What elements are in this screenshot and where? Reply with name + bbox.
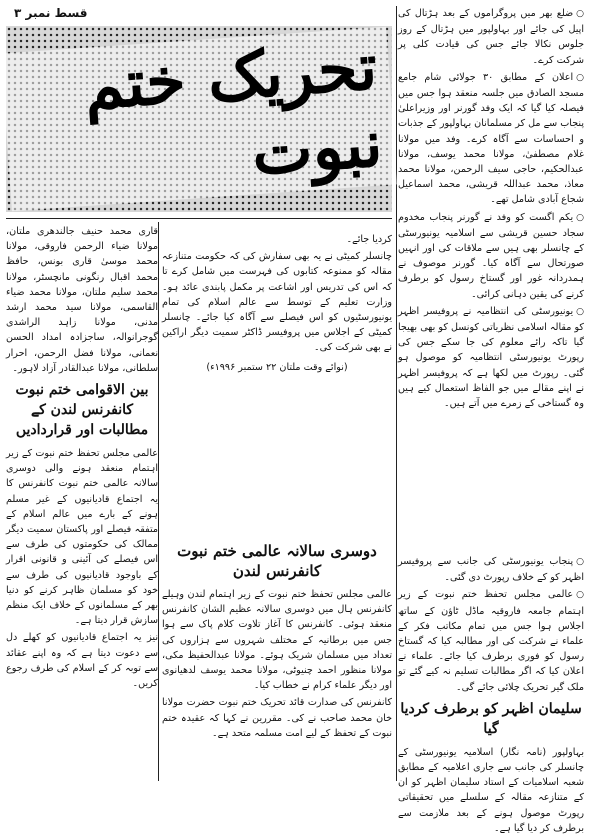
middle-paragraph: کانفرنس کی صدارت قائد تحریک ختم نبوت حضرت مولانا خان محمد صاحب نے کی۔ مقررین نے کہا کہ عقیدہ ختم نبوت کے تحفظ کے لیے امت مسلمہ متحد ہے۔ [162, 697, 392, 739]
masthead-rule [6, 218, 392, 219]
masthead-title: تحریک ختم نبوت [1, 27, 397, 211]
right-column-lower [398, 554, 584, 838]
middle-paragraph: چانسلر کمیٹی نے یہ بھی سفارش کی کہ حکومت متنازعہ مقالہ کو ممنوعہ کتابوں کی فہرست میں شامل کرے تا کہ اس کی تدریس اور اشاعت پر مکمل پابندی عائد ہو۔ وزارت تعلیم کے توسط سے عالم اسلام کی تمام یونیورسٹیوں کو اس فیصلے سے آگاہ کیا جائے۔ چانسلر کمیٹی کے اجلاس میں پروفیسر ڈاکٹر سمیت دیگر اراکین نے بھی شرکت کی۔ [162, 251, 392, 354]
right-column [398, 6, 584, 413]
dismissal-report: بہاولپور (نامہ نگار) اسلامیہ یونیورسٹی کے چانسلر کی جانب سے جاری اعلامیہ کے مطابق شعبہ اسلامیات کے استاد سلیمان اظہر کو ان کے متنازعہ مقالہ کے سلسلے میں تحقیقاتی رپورٹ موصول ہونے کے بعد ملازمت سے برطرف کر دیا گیا ہے۔ [398, 746, 584, 834]
right-paragraph: ○پنجاب یونیورسٹی کی جانب سے پروفیسر اظہر کو کے خلاف رپورٹ دی گئی۔ [398, 556, 584, 584]
attendees-list: قاری محمد حنیف جالندھری ملتان، مولانا ضیاء الرحمن فاروقی، مولانا محمد موسیٰ قاری بونس، حافظ محمد اقبال رنگونی مانچسٹر، مولانا محمد سلیم ملتان، مولانا محمد ضیاء القاسمی، مولانا سید محمد ارشد مدنی، مولانا زاہد الراشدی گوجرانوالہ، ساجزادہ امداد الحسن نعمانی، مولانا فضل الرحمن، احرار سلطانی، مولانا عبدالقادر آزاد لاہور۔ [6, 226, 158, 374]
middle-paragraph: کردیا جائے۔ [346, 234, 392, 245]
right-paragraph: ○اعلان کے مطابق ۳۰ جولائی شام جامع مسجد الصادق میں جلسہ منعقد ہوا جس میں فیصلہ کیا گیا کہ ایک وفد گورنر اور وزیراعلیٰ پنجاب سے مل کر مسلمانان بہاولپور کے جذبات و احساسات سے آگاہ کرے۔ وفد میں مولانا غلام مصطفیٰ، مولانا محمد یوسف، مولانا عبدالحکیم، حاجی سیف الرحمن، مولانا محمد معاذ، محمد عبداللہ قریشی، محمد اسماعیل شجاع آبادی شامل تھے۔ [397, 71, 584, 206]
bullet-icon: ○ [576, 306, 584, 317]
right-paragraph: ○ضلع بھر میں پروگراموں کے بعد ہڑتال کی اپیل کی جائے اور بہاولپور میں ہڑتال کے روز جلوس نکالا جائے جس کی قیادت کلی پر شرکت کرے۔ [398, 8, 584, 66]
column-rule-left [158, 222, 159, 781]
middle-column-top [162, 232, 392, 375]
section-heading-london-conference: دوسری سالانہ عالمی ختم نبوت کانفرنس لندن [177, 542, 377, 580]
episode-number: قسط نمبر ۳ [14, 6, 88, 20]
column-rule-right [396, 6, 397, 781]
masthead-banner [6, 26, 392, 212]
left-paragraph: نیز یہ اجتماع قادیانیوں کو کھلے دل سے دعوت دیتا ہے کہ وہ اپنے عقائد سے توبہ کر کے اسلام کی طرف رجوع کریں۔ [6, 632, 158, 690]
bullet-icon: ○ [576, 212, 584, 223]
bullet-icon: ○ [576, 9, 584, 19]
right-paragraph: ○عالمی مجلس تحفظ ختم نبوت کے زیر اہتمام جامعہ فاروقیہ ماڈل ٹاؤن کے ساتھ اجلاس ہوا جس میں تمام مکاتب فکر کے علماء نے شرکت کی اور مطالبہ کیا کہ گستاخ رسول کو فوری برطرف کیا جائے۔ علماء نے اعلان کیا کہ اگر مطالبات تسلیم نہ کیے گئے تو ملک گیر تحریک چلائی جائے گی۔ [398, 589, 584, 693]
dateline: (نوائے وقت ملتان ۲۲ ستمبر ۱۹۹۶ء) [206, 361, 348, 373]
left-column-bottom [6, 446, 158, 693]
section-heading-dismissal: سلیمان اظہر کو برطرف کردیا گیا [400, 700, 582, 737]
left-paragraph: عالمی مجلس تحفظ ختم نبوت کے زیر اہتمام منعقد ہونے والی دوسری سالانہ عالمی ختم نبوت کانفرنس کا یہ اجتماع قادیانیوں کے غیر مسلم ہونے کے بارے میں عالم اسلام کے متفقہ فیصلے اور پاکستان سمیت دیگر ممالک کی حکومتوں کی طرف سے اس فیصلے کی آئینی و قانونی اقرار کے باوجود قادیانیوں کی طرف سے خود کو مسلمان ظاہر کرنے کو دنیا بھر کے مسلمانوں کے خلاف ایک منظم سازش قرار دیتا ہے۔ [6, 448, 158, 627]
section-heading-resolutions: بین الاقوامی ختم نبوت کانفرنس لندن کے مطالبات اور قراردادیں [15, 382, 149, 439]
bullet-icon: ○ [576, 557, 584, 567]
left-column-top [6, 224, 158, 446]
middle-paragraph: عالمی مجلس تحفظ ختم نبوت کے زیر اہتمام لندن وہیلے کانفرنس ہال میں دوسری سالانہ عظیم الشان کانفرنس منعقد ہوئی۔ کانفرنس کا آغاز تلاوت کلام پاک سے ہوا جس میں برطانیہ کے مختلف شہروں سے ہزاروں کی تعداد میں مسلمان شریک ہوئے۔ مولانا عبدالحفیظ مکی، مولانا منظور احمد چنیوٹی، مولانا محمد یوسف لدھیانوی اور دیگر علماء کرام نے خطاب کیا۔ [162, 589, 392, 692]
right-paragraph: ○یونیورسٹی کی انتظامیہ نے پروفیسر اظہر کو مقالہ اسلامی نظریاتی کونسل کو بھی بھیجا گیا تاکہ رائے معلوم کی جا سکے جس کی رپورٹ یونیورسٹی انتظامیہ کو موصول ہو گئی۔ رپورٹ میں لکھا ہے کہ پروفیسر اظہر نے اپنے مقالے میں جو الفاظ استعمال کیے ہیں وہ گستاخی کے زمرے میں آتے ہیں۔ [398, 305, 584, 410]
middle-column-bottom [162, 537, 392, 743]
bullet-icon: ○ [576, 590, 584, 601]
right-paragraph: ○یکم اگست کو وفد نے گورنر پنجاب مخدوم سجاد حسین قریشی سے اسلامیہ یونیورسٹی کے چانسلر بھی ہیں سے ملاقات کی اور انہیں صورتحال سے آگاہ کیا۔ گورنر موصوف نے ہمدردانہ غور اور گستاخ رسول کو برطرف کرنے کی یقین دہانی کرائی۔ [398, 211, 584, 300]
bullet-icon: ○ [576, 72, 584, 83]
